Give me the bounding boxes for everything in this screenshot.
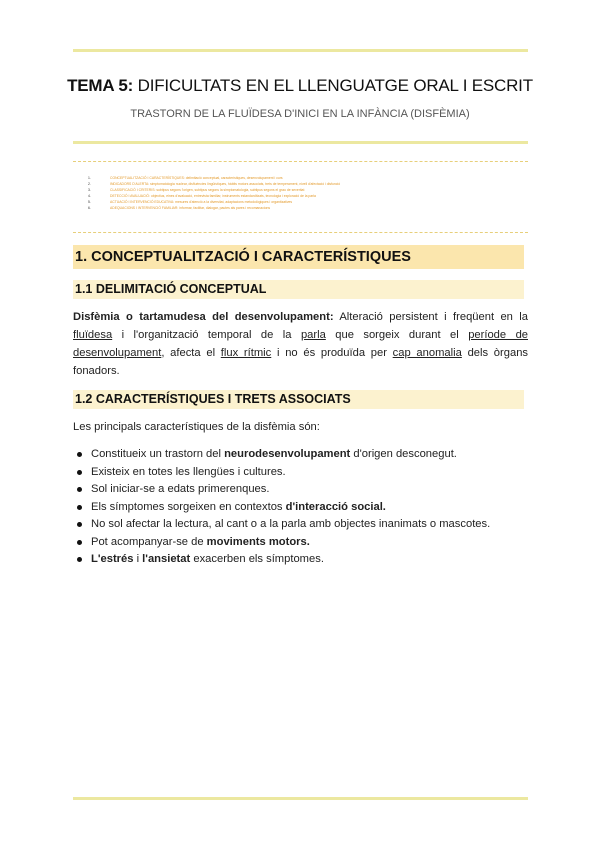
item-text: i: [133, 553, 143, 565]
definition-text: Alteració persistent i freqüent en la: [333, 311, 528, 323]
definition-text: i l'organització temporal de la: [112, 329, 301, 341]
underlined-term: parla: [300, 329, 326, 341]
item-text: Pot acompanyar-se de: [91, 535, 207, 548]
underlined-term: flux rítmic: [220, 347, 272, 359]
item-bold: l'ansietat: [142, 553, 191, 565]
toc-number: 2.: [88, 182, 91, 186]
toc-text: CONCEPTUALITZACIÓ I CARACTERÍSTIQUES: delimitació conceptual, característiques, desenvolupament i curs: [110, 176, 283, 180]
toc-number: 6.: [88, 206, 91, 210]
list-item: [73, 551, 528, 569]
toc-number: 4.: [88, 194, 91, 198]
item-text: d'origen desconegut.: [350, 448, 457, 460]
list-item: [73, 534, 528, 552]
item-text: exacerben els símptomes.: [190, 553, 324, 565]
page-title: [0, 76, 600, 96]
characteristics-list: [73, 446, 528, 569]
top-rule: [73, 49, 528, 52]
item-bold: moviments motors.: [206, 535, 310, 548]
item-bold: d'interacció social.: [285, 500, 386, 513]
list-intro: Les principals característiques de la disfèmia són:: [73, 421, 320, 433]
toc-text: ACTUACIÓ I INTERVENCIÓ EDUCATIVA: mesures d'atenció a la diversitat, adaptacions metodològiques i organitzatives: [110, 200, 293, 204]
table-of-contents: [88, 175, 518, 211]
page-subtitle: TRASTORN DE LA FLUÏDESA D'INICI EN LA INFÀNCIA (DISFÈMIA): [130, 108, 470, 120]
item-text: Els símptomes sorgeixen en contextos: [91, 500, 286, 513]
underlined-term: període de desenvolupament: [73, 329, 529, 359]
toc-item: [88, 205, 518, 211]
list-item: No sol afectar la lectura, al cant o a la parla amb objectes inanimats o mascotes.: [73, 516, 528, 534]
definition-text: i no és produïda per: [271, 347, 393, 359]
definition-term: Disfèmia o tartamudesa del desenvolupament:: [73, 311, 334, 323]
item-bold: neurodesenvolupament: [224, 448, 351, 460]
toc-number: 3.: [88, 188, 91, 192]
item-bold: L'estrés: [91, 553, 134, 565]
underlined-term: fluïdesa: [73, 329, 113, 341]
title-text: DIFICULTATS EN EL LLENGUATGE ORAL I ESCRIT: [133, 76, 533, 95]
title-prefix: TEMA 5:: [67, 76, 134, 95]
list-item: [73, 446, 528, 464]
list-item: [73, 499, 528, 517]
section-heading: 1. CONCEPTUALITZACIÓ I CARACTERÍSTIQUES: [73, 245, 524, 269]
underlined-term: cap anomalia: [392, 347, 462, 359]
toc-number: 5.: [88, 200, 91, 204]
toc-text: CLASSIFICACIÓ I CRITERIS: subtipus segons l'origen, subtipus segons la simptomatologia, subtipus segons el grau de severitat: [110, 188, 305, 192]
definition-text: que sorgeix durant el: [325, 329, 469, 341]
definition-text: dels òrgans fonadors.: [73, 347, 529, 377]
subsection-heading-delimitacio: 1.1 DELIMITACIÓ CONCEPTUAL: [73, 280, 524, 299]
definition-text: , afecta el: [161, 347, 221, 359]
toc-text: ADEQUACIONS I INTERVENCIÓ FAMILIAR: informar, facilitar, dialogar, pautes als pares i recomanacions: [110, 206, 271, 210]
list-item: Existeix en totes les llengües i cultures.: [73, 464, 528, 482]
header-rule: [73, 141, 528, 144]
toc-number: 1.: [88, 176, 91, 180]
subsection-heading-caracteristiques: 1.2 CARACTERÍSTIQUES I TRETS ASSOCIATS: [73, 390, 524, 409]
list-item: Sol iniciar-se a edats primerenques.: [73, 481, 528, 499]
bottom-rule: [73, 797, 528, 800]
toc-text: DETECCIÓ I AVALUACIÓ: objectius, eines d'avaluació, entrevista familiar, instruments estandarditzats, tecnologia i exploració de la parla: [110, 194, 316, 198]
definition-paragraph: [73, 308, 528, 380]
item-text: Constitueix un trastorn del: [91, 448, 225, 460]
toc-text: INDICADORS D'ALERTA: simptomatologia nuclear, disfluències lingüístiques, hàbits motors associats, trets de temperament, nivell d'afectació i disfunció: [110, 182, 341, 186]
